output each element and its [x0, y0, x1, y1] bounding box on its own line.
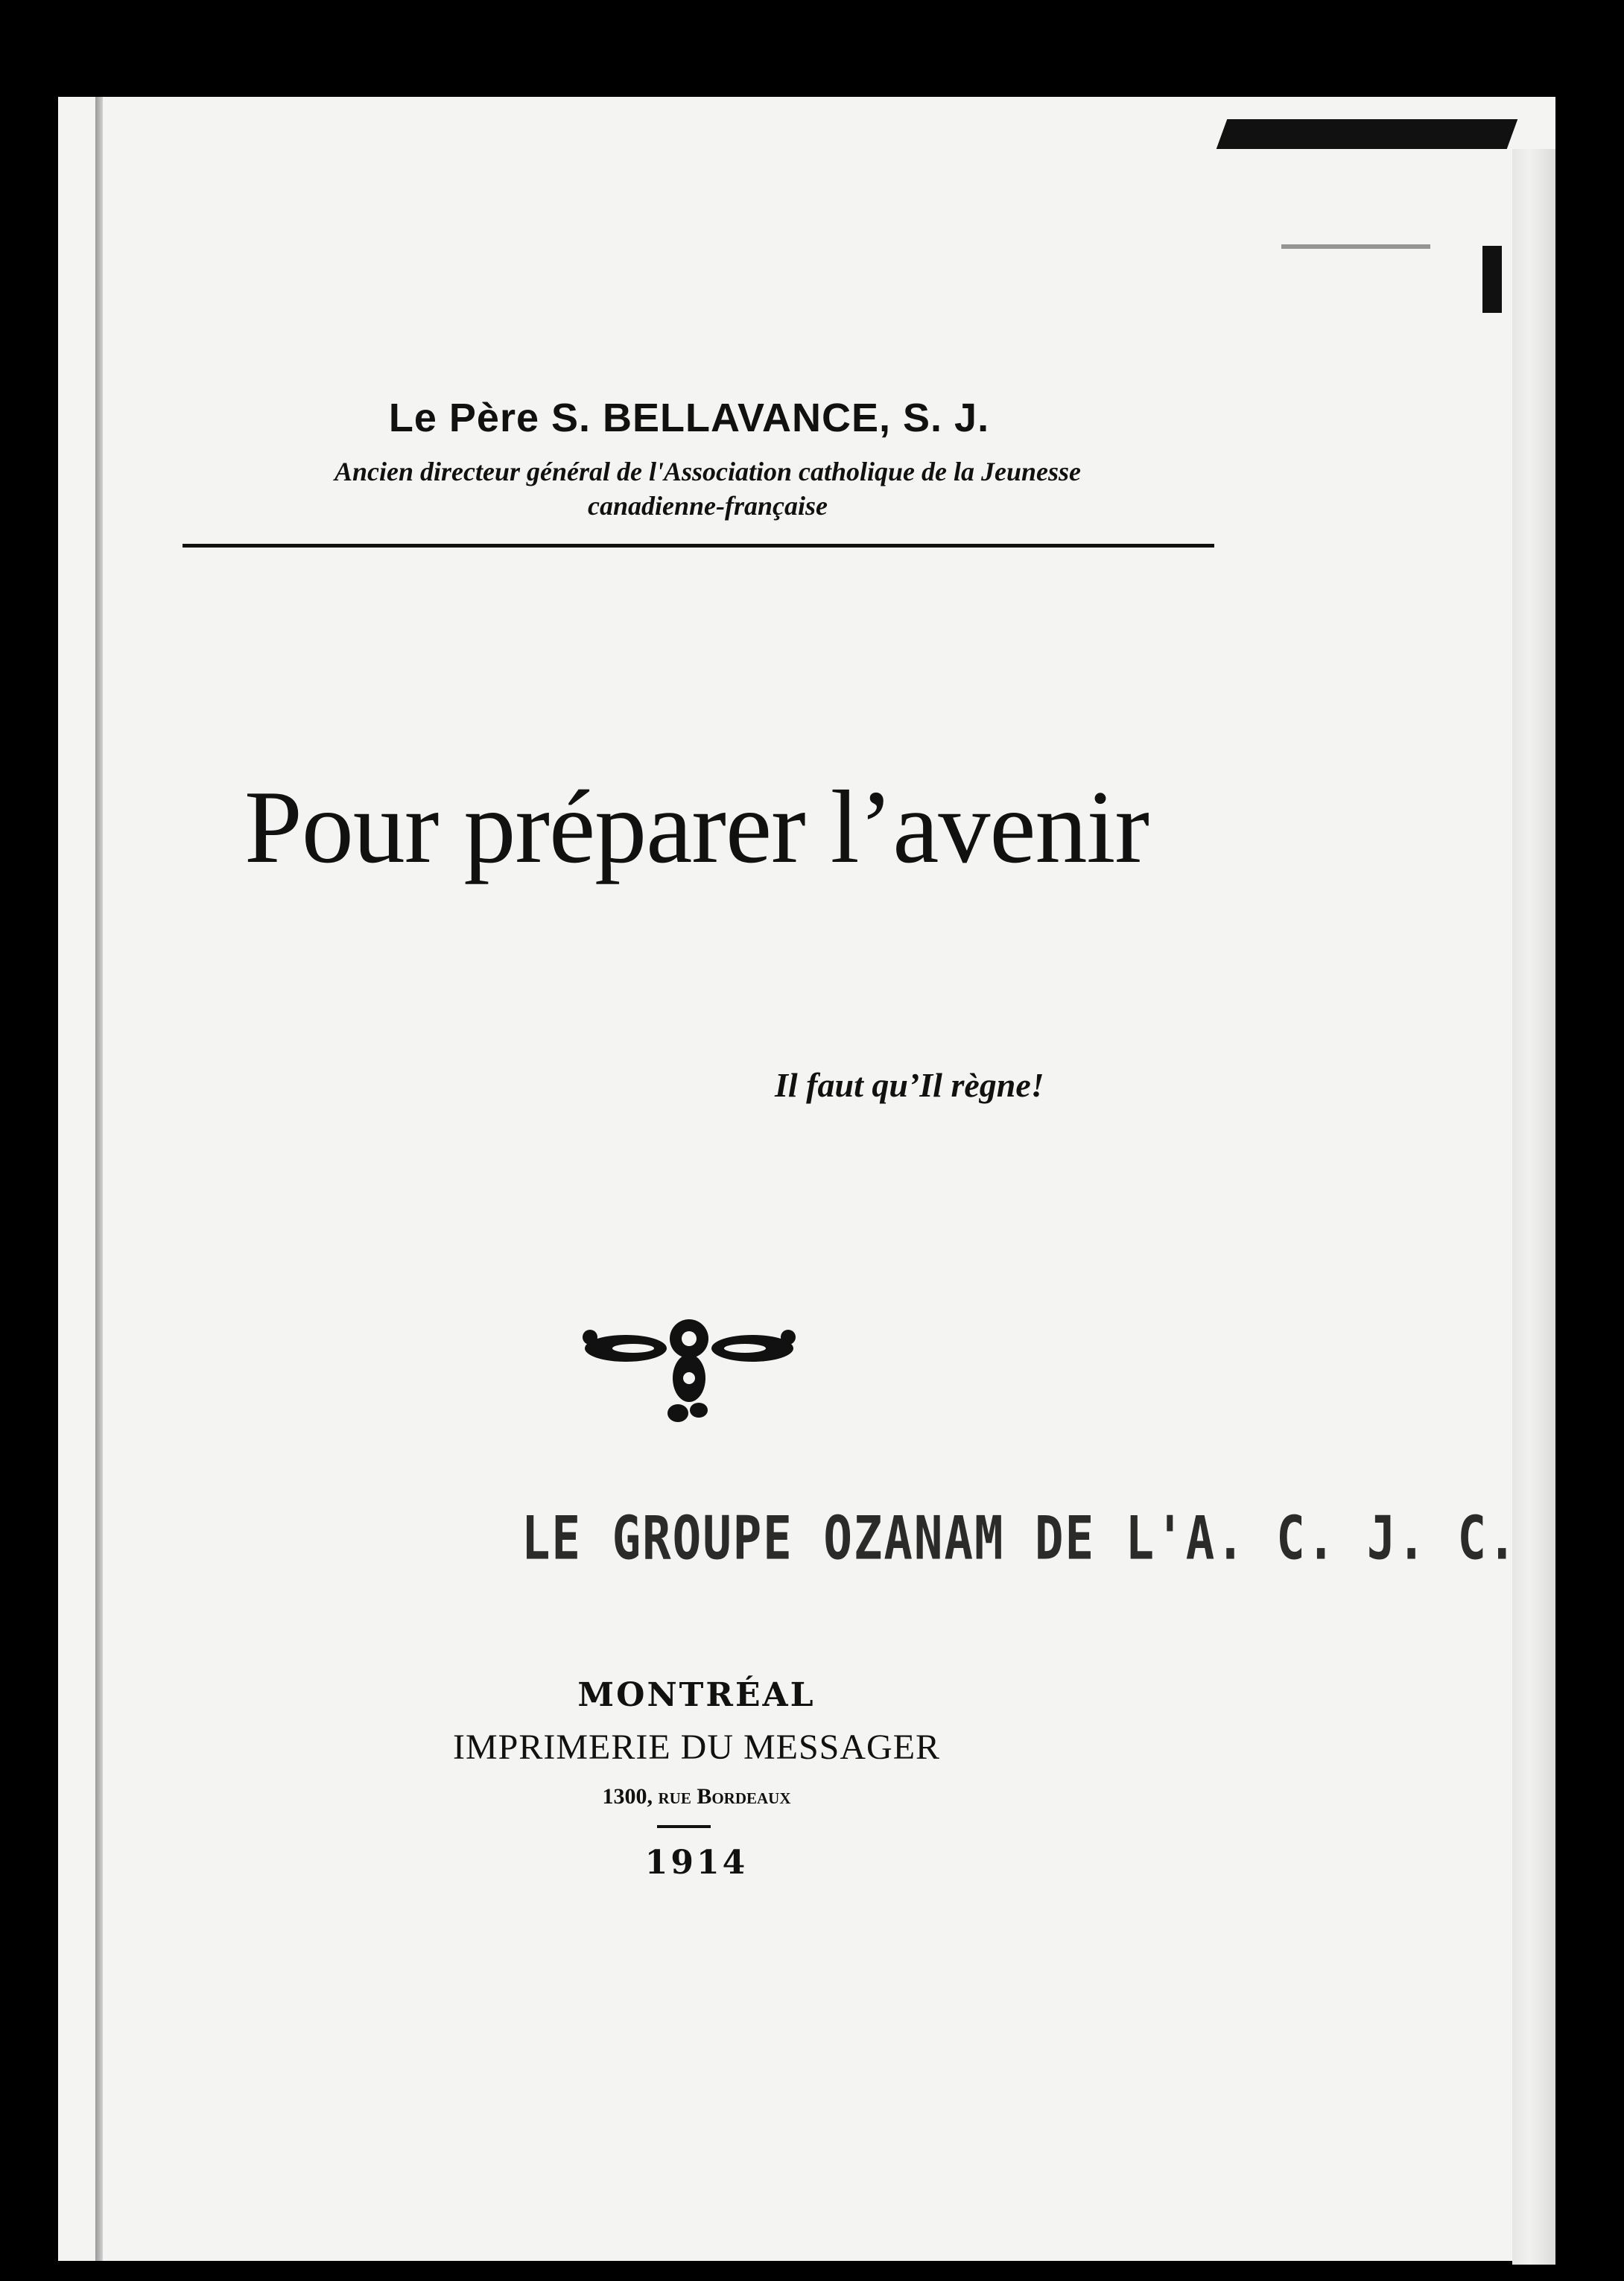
- library-stamp: LE GROUPE OZANAM DE L'A. C. J. C.: [521, 1505, 1518, 1574]
- author-name: Le Père S. BELLAVANCE, S. J.: [388, 396, 990, 440]
- short-rule: [657, 1825, 711, 1828]
- imprint-year: 1914: [644, 1844, 749, 1882]
- ornament-icon: [581, 1315, 797, 1427]
- faint-mark: [1281, 244, 1430, 249]
- horizontal-rule: [183, 544, 1214, 548]
- page-edge: [1512, 149, 1555, 2265]
- imprint-city: MONTRÉAL: [577, 1676, 816, 1714]
- corner-artifact-bar: [1482, 246, 1502, 313]
- author-role: Ancien directeur général de l'Association catholique de la Jeunesse canadienne-française: [334, 457, 1081, 521]
- epigraph: Il faut qu’Il règne!: [775, 1066, 1044, 1104]
- imprint-printer: IMPRIMERIE DU MESSAGER: [452, 1728, 941, 1767]
- imprint-address: 1300, rue Bordeaux: [602, 1784, 791, 1809]
- book-title: Pour préparer l’avenir: [244, 770, 1149, 885]
- corner-artifact: [1217, 119, 1518, 149]
